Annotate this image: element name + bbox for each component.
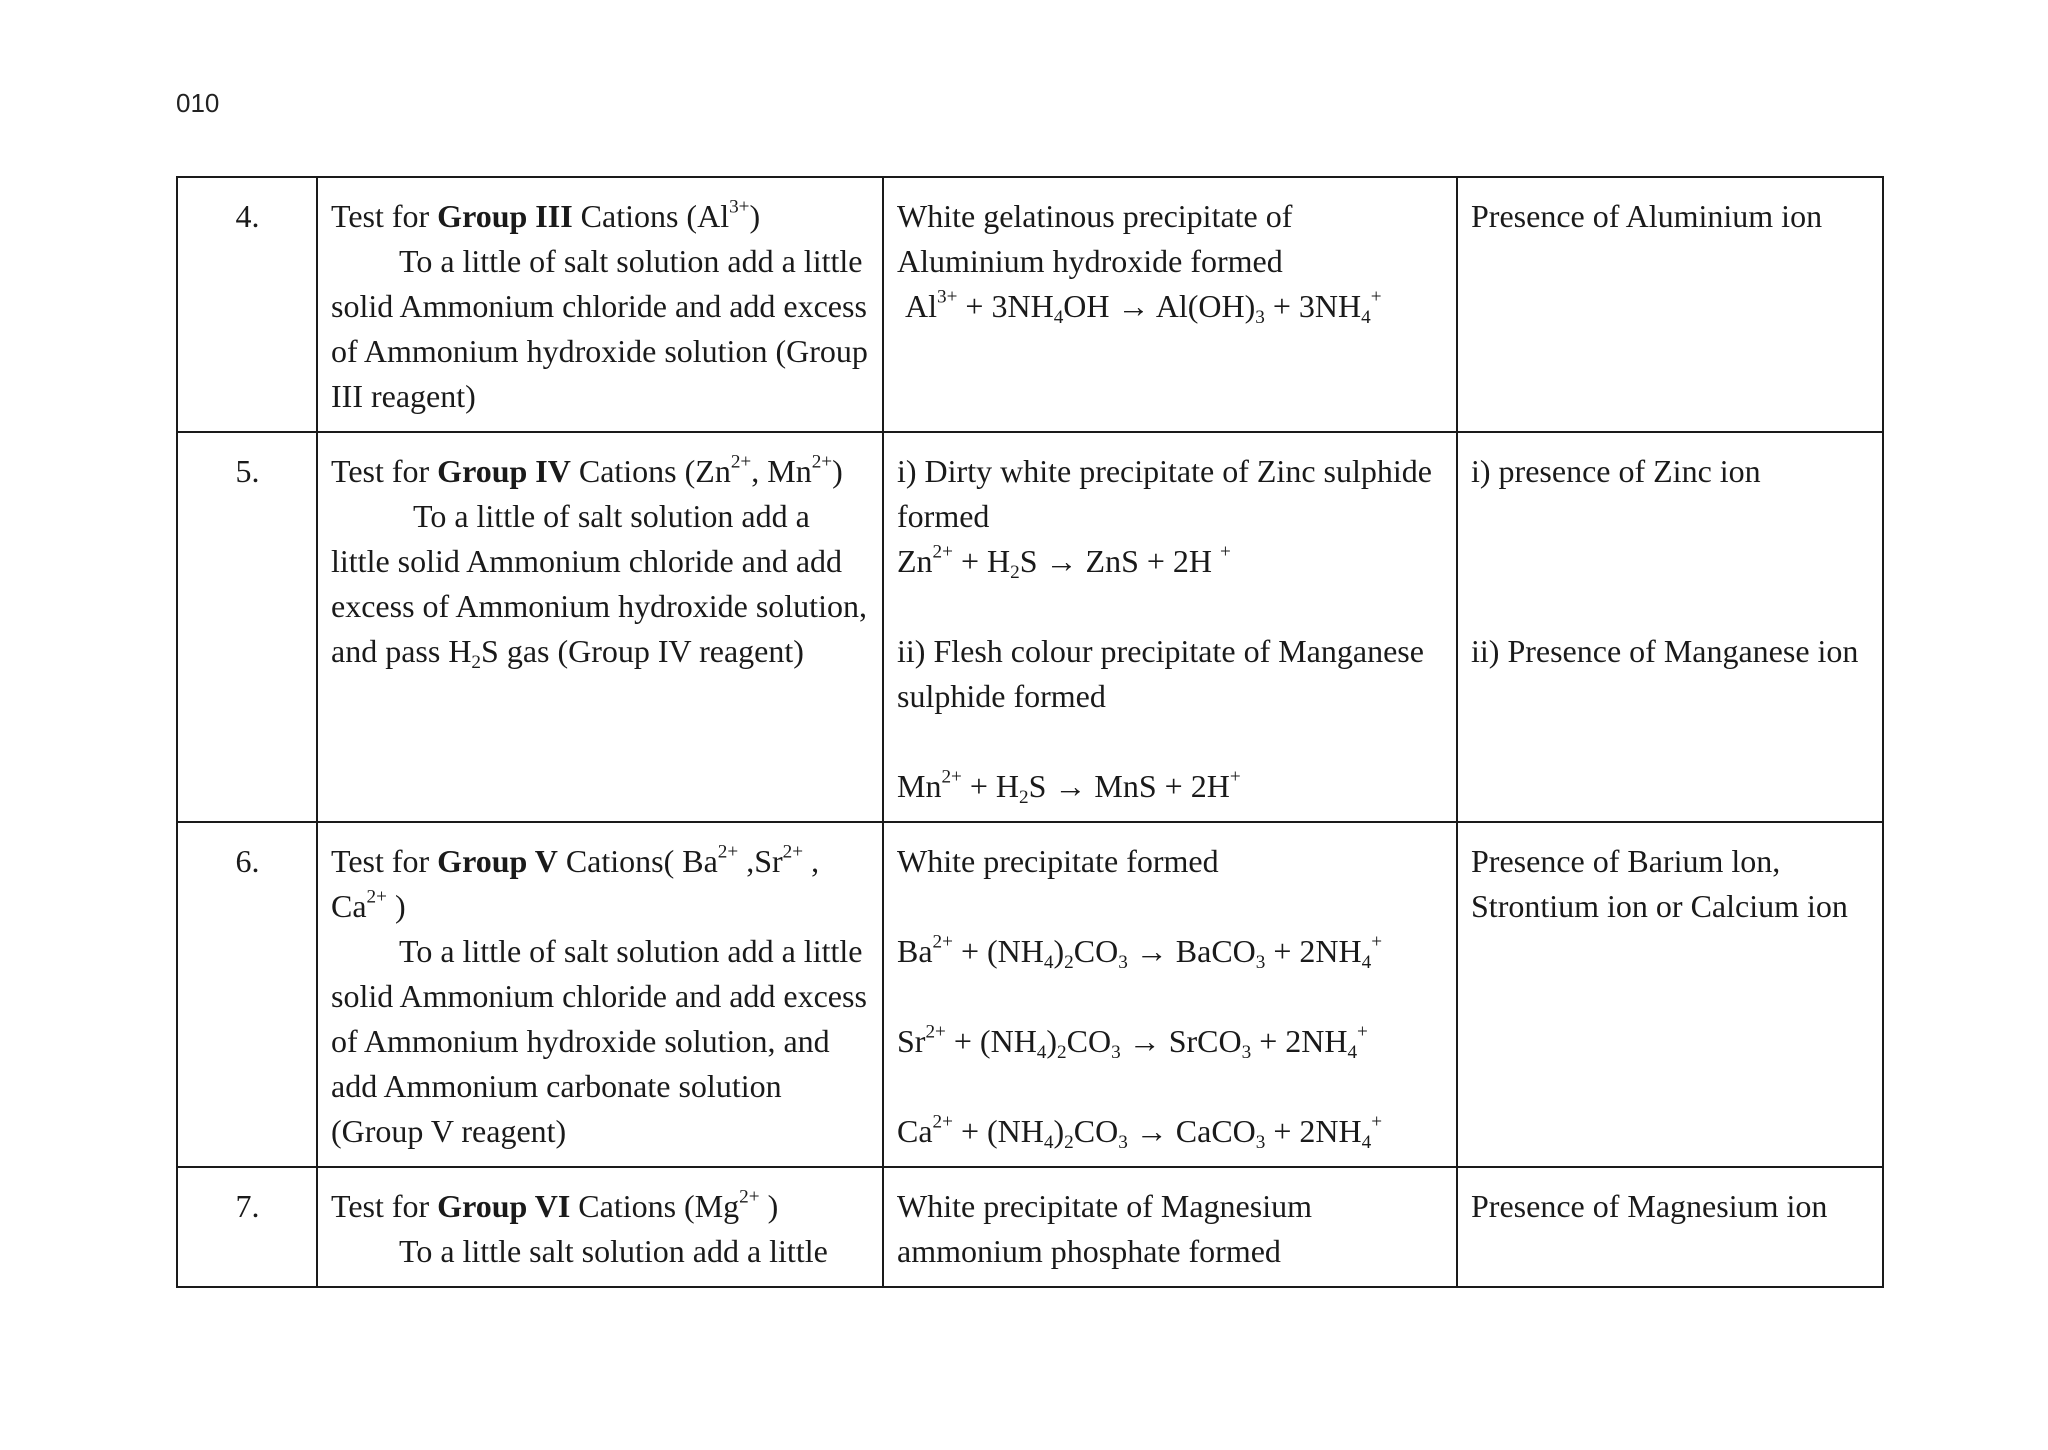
observation-cell [883, 1167, 1457, 1287]
group-name: Group III [437, 198, 573, 234]
equation-barium: $Ba^{2+} + (NH_4)_2CO_3$ → BaCO$_3$ + $2NH_4^+$ [897, 931, 1383, 973]
row-number: 5. [177, 432, 317, 822]
experiment-title: Test for Group V Cations( $Ba^{2+}$ $,Sr^{2+}$ , $Ca^{2+}$ ) [331, 841, 820, 924]
inference-zinc: i) presence of Zinc ion [1471, 453, 1761, 489]
group-name: Group V [437, 843, 558, 879]
row-number: 4. [177, 177, 317, 432]
equation-calcium: $Ca^{2+} + (NH_4)_2CO_3$ → CaCO$_3$ + $2NH_4^+$ [897, 1111, 1383, 1153]
page-number: 010 [176, 88, 220, 118]
observation-zinc: i) Dirty white precipitate of Zinc sulphide formed [897, 453, 1432, 534]
table-row-group-vi [177, 1167, 1883, 1287]
inference-cell [1457, 1167, 1883, 1287]
observation-text: White gelatinous precipitate of Aluminium hydroxide formed [897, 198, 1293, 279]
table-row-group-iii [177, 177, 1883, 432]
inference-text: Presence of Magnesium ion [1471, 1188, 1828, 1224]
experiment-cell [317, 432, 883, 822]
observation-text: White precipitate of Magnesium ammonium phosphate formed [897, 1188, 1312, 1269]
observation-cell [883, 432, 1457, 822]
inference-cell [1457, 432, 1883, 822]
inference-text: Presence of Barium lon, Strontium ion or Calcium ion [1471, 843, 1848, 924]
inference-cell [1457, 177, 1883, 432]
experiment-title: Test for Group III Cations $(Al^{3+})$ [331, 196, 761, 234]
row-number: 6. [177, 822, 317, 1167]
experiment-procedure: To a little of salt solution add a little solid Ammonium chloride and add excess of Ammonium hydroxide solution (Group III reagent) [331, 243, 868, 414]
experiment-procedure: To a little of salt solution add a little solid Ammonium chloride and add excess of Ammonium hydroxide solution, and pass $H_2S$ gas (Group IV reagent) [331, 498, 867, 673]
observation-manganese: ii) Flesh colour precipitate of Manganese sulphide formed [897, 633, 1424, 714]
equation-manganese: $Mn^{2+} + H_2S$ → MnS + 2H+ [897, 766, 1241, 808]
observation-cell [883, 822, 1457, 1167]
group-name: Group IV [437, 453, 571, 489]
equation-strontium: $Sr^{2+} + (NH_4)_2CO_3$ → SrCO$_3$ + $2NH_4^+$ [897, 1021, 1368, 1063]
inference-text: Presence of Aluminium ion [1471, 198, 1823, 234]
table-row-group-v [177, 822, 1883, 1167]
cation-tests-table [176, 176, 1884, 1288]
experiment-procedure: To a little of salt solution add a little solid Ammonium chloride and add excess of Ammonium hydroxide solution, and add Ammonium carbonate solution (Group V reagent) [331, 933, 867, 1149]
inference-cell [1457, 822, 1883, 1167]
experiment-cell [317, 822, 883, 1167]
observation-text: White precipitate formed [897, 843, 1219, 879]
equation-zinc: $Zn^{2+} + H_2S$ → ZnS + 2H + [897, 541, 1231, 583]
table-row-group-iv [177, 432, 1883, 822]
experiment-cell [317, 1167, 883, 1287]
experiment-procedure: To a little salt solution add a little [399, 1233, 828, 1269]
experiment-title: Test for Group VI Cations ($Mg^{2+}$ ) [331, 1186, 779, 1224]
experiment-cell [317, 177, 883, 432]
group-name: Group VI [437, 1188, 571, 1224]
inference-manganese: ii) Presence of Manganese ion [1471, 633, 1859, 669]
experiment-title: Test for Group IV Cations ($Zn^{2+}$, $Mn^{2+}$) [331, 451, 843, 489]
equation-aluminium: $Al^{3+} + 3NH_4OH \to Al(OH)_3 + 3NH_4^+$ [905, 286, 1382, 328]
row-number: 7. [177, 1167, 317, 1287]
observation-cell [883, 177, 1457, 432]
